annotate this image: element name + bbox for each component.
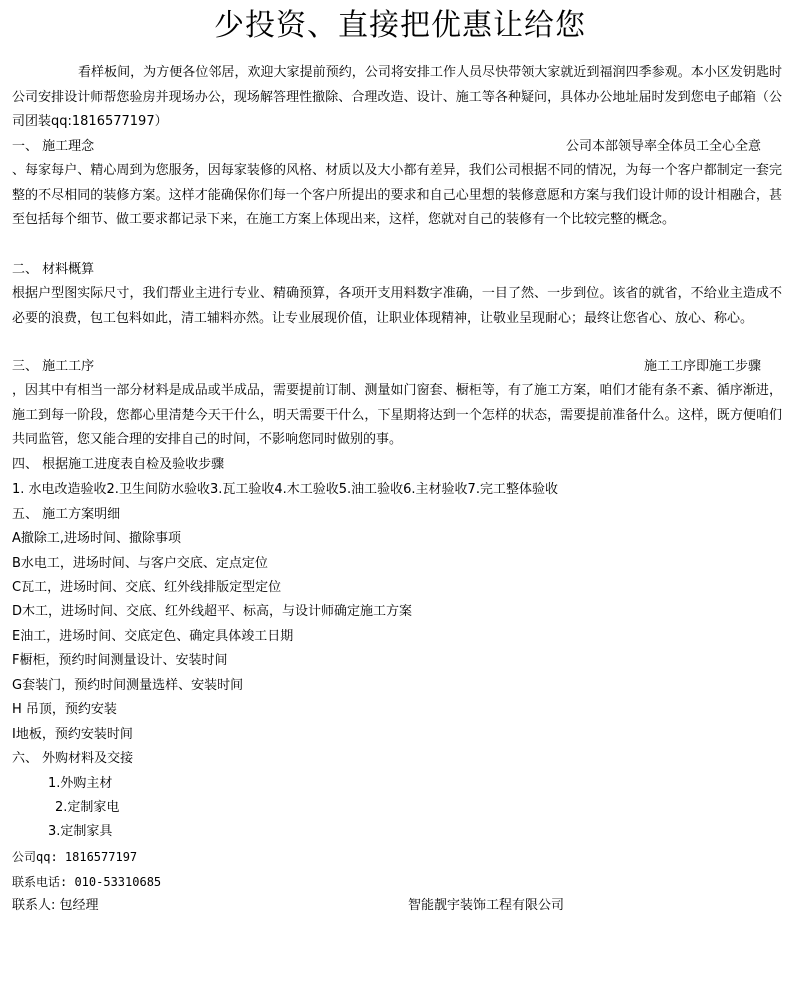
section-4-heading: 四、 根据施工进度表自检及验收步骤 bbox=[12, 457, 225, 472]
contact-phone: 联系电话: 010-53310685 bbox=[12, 875, 162, 889]
plan-item-f: F橱柜，预约时间测量设计、安装时间 bbox=[12, 653, 228, 668]
intro-paragraph: 看样板间，为方便各位邻居，欢迎大家提前预约，公司将安排工作人员尽快带领大家就近到福润四季参观。本小区发钥匙时公司安排设计师帮您验房并现场办公，现场解答理性撤除、合理改造、设计、施工等各种疑问，具体办公地址届时发到您电子邮箱（公司团装qq:1816577197） bbox=[12, 65, 782, 129]
section-2-heading: 二、 材料概算 bbox=[12, 262, 95, 277]
page-title: 少投资、直接把优惠让给您 bbox=[214, 8, 586, 43]
section-3-heading-continuation: 施工工序即施工步骤 bbox=[644, 359, 762, 374]
plan-item-h: H 吊顶，预约安装 bbox=[12, 702, 117, 717]
section-6-heading: 六、 外购材料及交接 bbox=[12, 751, 134, 766]
section-2-body: 根据户型图实际尺寸，我们帮业主进行专业、精确预算，各项开支用料数字准确，一目了然、一步到位。该省的就省，不给业主造成不必要的浪费，包工包料如此，清工辅料亦然。让专业展现价值，让职业体现精神，让敬业呈现耐心；最终让您省心、放心、称心。 bbox=[12, 286, 782, 326]
company-name: 智能靓宇装饰工程有限公司 bbox=[408, 898, 565, 913]
plan-item-g: G套装门，预约时间测量选样、安装时间 bbox=[12, 678, 244, 693]
purchase-item-1: 1.外购主材 bbox=[48, 776, 113, 791]
section-5-heading: 五、 施工方案明细 bbox=[12, 507, 121, 522]
company-qq: 公司qq: 1816577197 bbox=[12, 850, 138, 864]
plan-item-c: C瓦工，进场时间、交底、红外线排版定型定位 bbox=[12, 580, 282, 595]
section-3-body: ，因其中有相当一部分材料是成品或半成品，需要提前订制、测量如门窗套、橱柜等，有了施工方案，咱们才能有条不紊、循序渐进，施工到每一阶段，您都心里清楚今天干什么，明天需要干什么，下星期将达到一个怎样的状态，需要提前准备什么。这样，既方便咱们共同监管，您又能合理的安排自己的时间，不影响您同时做别的事。 bbox=[12, 383, 782, 447]
section-1-heading-continuation: 公司本部领导率全体员工全心全意 bbox=[566, 139, 762, 154]
plan-item-b: B水电工，进场时间、与客户交底、定点定位 bbox=[12, 556, 268, 571]
plan-item-a: A撤除工,进场时间、撤除事项 bbox=[12, 531, 182, 546]
plan-item-d: D木工，进场时间、交底、红外线超平、标高，与设计师确定施工方案 bbox=[12, 604, 413, 619]
plan-item-e: E油工，进场时间、交底定色、确定具体竣工日期 bbox=[12, 629, 294, 644]
inspection-steps: 1. 水电改造验收2.卫生间防水验收3.瓦工验收4.木工验收5.油工验收6.主材验收7.完工整体验收 bbox=[12, 482, 558, 497]
contact-person: 联系人: 包经理 bbox=[12, 898, 99, 913]
purchase-item-3: 3.定制家具 bbox=[48, 824, 113, 839]
section-3-heading: 三、 施工工序 bbox=[12, 359, 95, 374]
purchase-item-2: 2.定制家电 bbox=[55, 800, 120, 815]
plan-item-i: I地板，预约安装时间 bbox=[12, 727, 133, 742]
section-1-body: 、每家每户、精心周到为您服务，因每家装修的风格、材质以及大小都有差异，我们公司根据不同的情况，为每一个客户都制定一套完整的不尽相同的装修方案。这样才能确保你们每一个客户所提出的要求和自己心里想的装修意愿和方案与我们设计师的设计相融合，甚至包括每个细节、做工要求都记录下来，在施工方案上体现出来，这样，您就对自己的装修有一个比较完整的概念。 bbox=[12, 163, 782, 227]
section-1-heading: 一、 施工理念 bbox=[12, 139, 95, 154]
